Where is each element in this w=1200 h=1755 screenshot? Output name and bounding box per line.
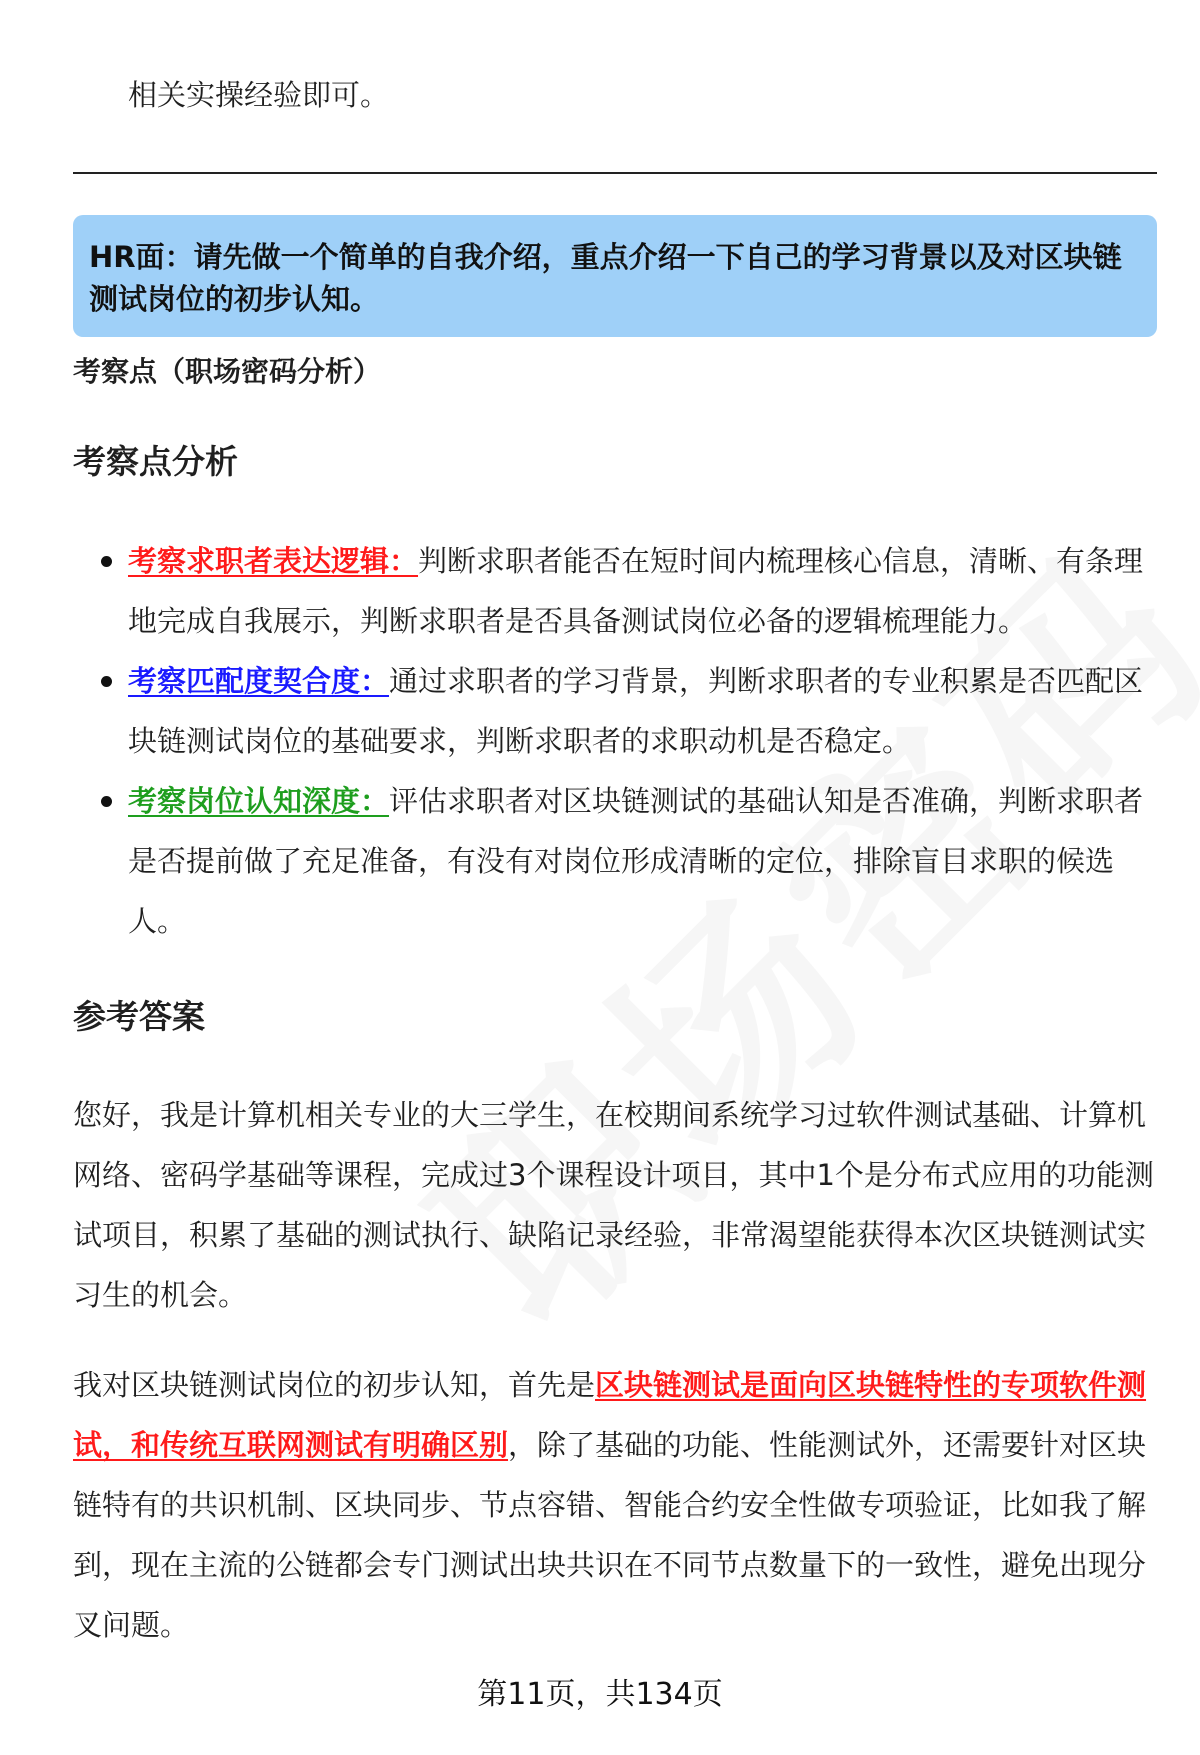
highlighted-text: 区块链测试是面向区块链特性的专项软件测试，和传统互联网测试有明确区别 <box>73 1368 1147 1462</box>
bullet-dot-icon <box>101 676 112 687</box>
answer-paragraph-1: 您好，我是计算机相关专业的大三学生，在校期间系统学习过软件测试基础、计算机网络、密码学基础等课程，完成过3个课程设计项目，其中1个是分布式应用的功能测试项目，积累了基础的测试执行、缺陷记录经验，非常渴望能获得本次区块链测试实习生的机会。 <box>73 1098 1154 1312</box>
list-item <box>128 531 1148 651</box>
bullet-keyword: 考察岗位认知深度： <box>128 784 390 818</box>
bullet-text: 通过求职者的学习背景，判断求职者的专业积累是否匹配区块链测试岗位的基础要求，判断求职者的求职动机是否稳定。 <box>128 664 1144 758</box>
bullet-text: 判断求职者能否在短时间内梳理核心信息，清晰、有条理地完成自我展示，判断求职者是否具备测试岗位必备的逻辑梳理能力。 <box>128 544 1144 638</box>
bullet-keyword: 考察匹配度契合度： <box>128 664 390 698</box>
list-item <box>128 771 1148 951</box>
top-line-text: 相关实操经验即可。 <box>128 78 390 112</box>
bullet-dot-icon <box>101 556 112 567</box>
bullet-dot-icon <box>101 796 112 807</box>
answer-heading: 参考答案 <box>73 997 205 1036</box>
list-item <box>128 651 1148 771</box>
question-callout: HR面：请先做一个简单的自我介绍，重点介绍一下自己的学习背景以及对区块链测试岗位的初步认知。 <box>73 215 1157 337</box>
answer-paragraph-2 <box>73 1355 1158 1655</box>
divider <box>73 172 1157 174</box>
section-subtitle: 考察点（职场密码分析） <box>73 355 382 388</box>
analysis-list <box>128 531 1148 951</box>
paragraph-text: ，除了基础的功能、性能测试外，还需要针对区块链特有的共识机制、区块同步、节点容错、智能合约安全性做专项验证，比如我了解到，现在主流的公链都会专门测试出块共识在不同节点数量下的一致性，避免出现分叉问题。 <box>73 1428 1147 1642</box>
bullet-text: 评估求职者对区块链测试的基础认知是否准确，判断求职者是否提前做了充足准备，有没有对岗位形成清晰的定位，排除盲目求职的候选人。 <box>128 784 1144 938</box>
page-number: 第11页，共134页 <box>477 1677 723 1712</box>
paragraph-text: 我对区块链测试岗位的初步认知，首先是 <box>73 1368 596 1402</box>
bullet-keyword: 考察求职者表达逻辑： <box>128 544 419 578</box>
analysis-heading: 考察点分析 <box>73 442 238 481</box>
